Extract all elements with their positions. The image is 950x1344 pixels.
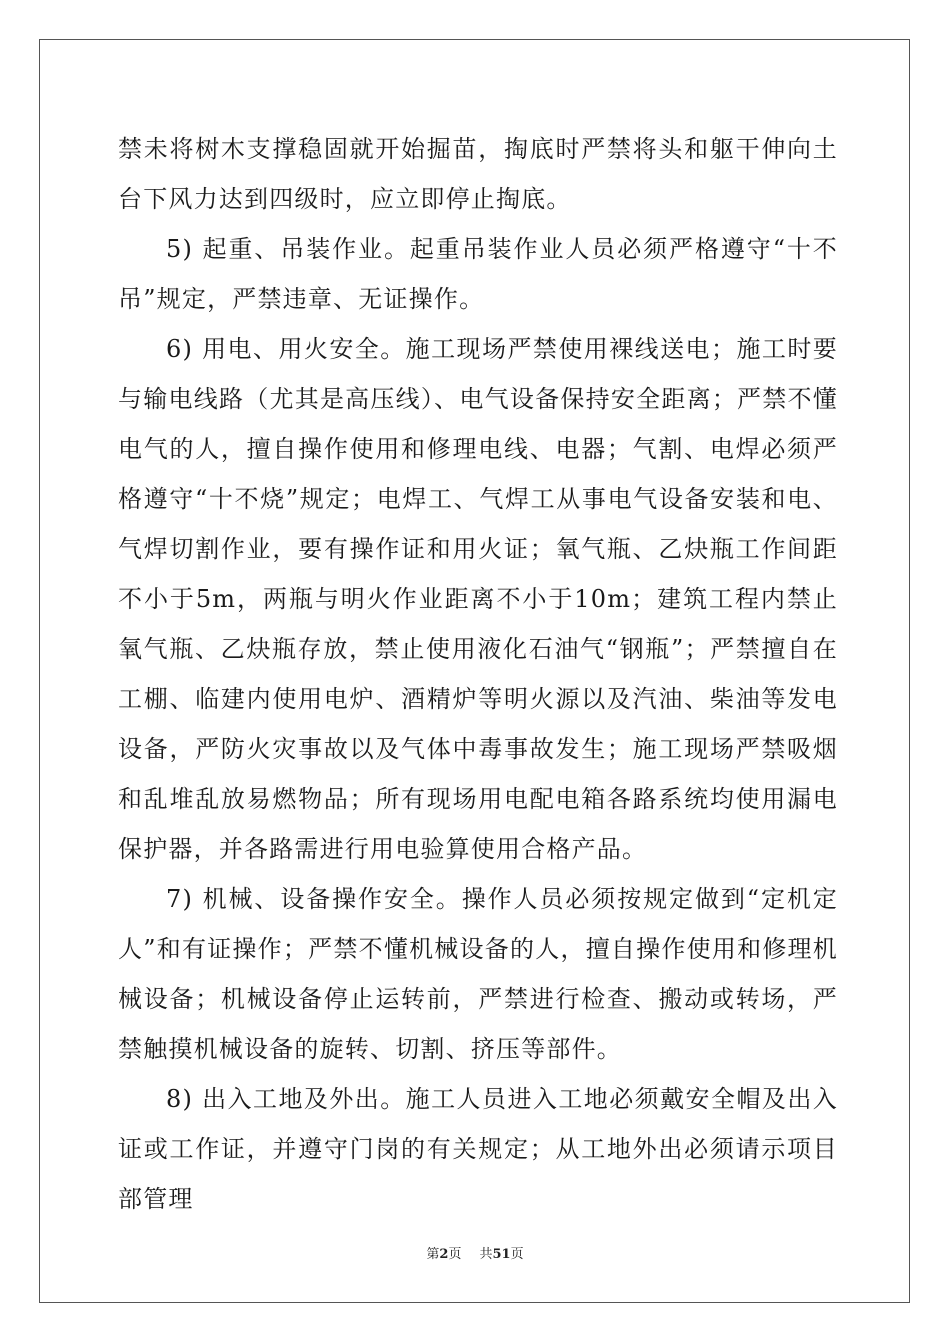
paragraph-2: 5) 起重、吊装作业。起重吊装作业人员必须严格遵守“十不吊”规定，严禁违章、无证操作。 (118, 235, 838, 313)
paragraph-4: 7) 机械、设备操作安全。操作人员必须按规定做到“定机定人”和有证操作；严禁不懂机械设备的人，擅自操作使用和修理机械设备；机械设备停止运转前，严禁进行检查、搬动或转场，严禁触摸机械设备的旋转、切割、挤压等部件。 (118, 885, 838, 1063)
paragraph-1: 禁未将树木支撑稳固就开始掘苗，掏底时严禁将头和躯干伸向土台下风力达到四级时，应立即停止掏底。 (118, 135, 838, 213)
footer-prefix: 第 (426, 1247, 440, 1262)
page-number-footer (0, 1246, 950, 1264)
document-body (118, 124, 838, 1224)
paragraph-5: 8) 出入工地及外出。施工人员进入工地必须戴安全帽及出入证或工作证，并遵守门岗的有关规定；从工地外出必须请示项目部管理 (118, 1085, 838, 1213)
current-page-number: 2 (439, 1247, 449, 1262)
footer-total-prefix: 共 (479, 1247, 493, 1262)
footer-page-label: 页 (448, 1247, 462, 1262)
footer-suffix: 页 (510, 1247, 524, 1262)
paragraph-3: 6) 用电、用火安全。施工现场严禁使用裸线送电；施工时要与输电线路（尤其是高压线）、电气设备保持安全距离；严禁不懂电气的人，擅自操作使用和修理电线、电器；气割、电焊必须严格遵守“十不烧”规定；电焊工、气焊工从事电气设备安装和电、气焊切割作业，要有操作证和用火证；氧气瓶、乙炔瓶工作间距不小于5m，两瓶与明火作业距离不小于10m；建筑工程内禁止氧气瓶、乙炔瓶存放，禁止使用液化石油气“钢瓶”；严禁擅自在工棚、临建内使用电炉、酒精炉等明火源以及汽油、柴油等发电设备，严防火灾事故以及气体中毒事故发生；施工现场严禁吸烟和乱堆乱放易燃物品；所有现场用电配电箱各路系统均使用漏电保护器，并各路需进行用电验算使用合格产品。 (118, 335, 838, 863)
total-page-number: 51 (492, 1247, 511, 1262)
